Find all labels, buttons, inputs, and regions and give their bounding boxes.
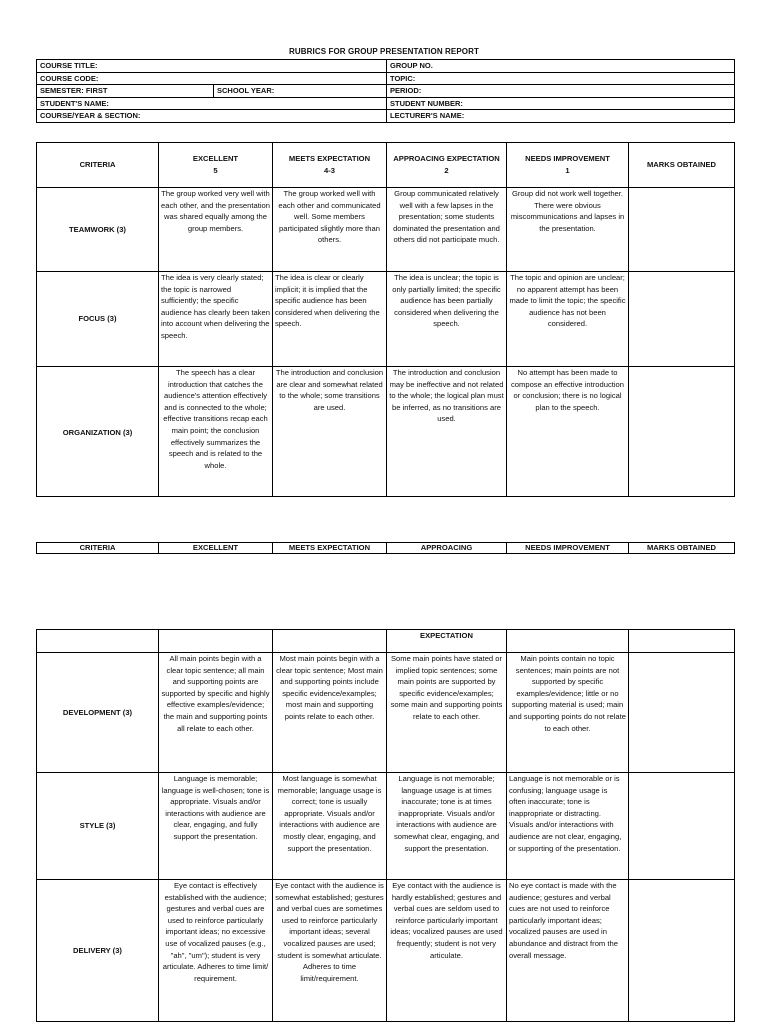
header-excellent-score: 5 (213, 166, 218, 175)
rubric-table-2 (36, 629, 735, 1022)
cell-excellent: Eye contact is effectively established with the audience; gestures and verbal cues are used to reinforce particularly important ideas; no excessive use of vocalized pauses (e.g., "ah", "um"); student is very articulate. Adheres to time limit/ requirement. (159, 880, 273, 1022)
cell-meets: Eye contact with the audience is somewhat established; gestures and verbal cues are sometimes used to reinforce particularly important ideas; several vocalized pauses are used; student is somewhat articulate. Adheres to time limit/requirement. (273, 880, 387, 1022)
header-excellent-label: EXCELLENT (192, 154, 239, 164)
course-code-field[interactable]: COURSE CODE: (37, 72, 387, 85)
cell-meets: The introduction and conclusion are clear and somewhat related to the whole; some transitions are used. (273, 367, 387, 497)
student-number-field[interactable]: STUDENT NUMBER: (387, 97, 735, 110)
header-approaching (387, 143, 507, 188)
header-marks: MARKS OBTAINED (629, 543, 735, 554)
cell-approaching: Eye contact with the audience is hardly established; gestures and verbal cues are seldom used to reinforce particularly important ideas; vocalized pauses are used frequently; student is not very articulate. (387, 880, 507, 1022)
cell-needs: No eye contact is made with the audience; gestures and verbal cues are not used to reinforce particularly important ideas; vocalized pauses are used in abundance and distract from the overall message. (507, 880, 629, 1022)
cell-meets: The idea is clear or clearly implicit; it is implied that the specific audience has been considered when delivering the speech. (273, 272, 387, 367)
school-year-field[interactable]: SCHOOL YEAR: (214, 85, 387, 98)
header-expectation-continued: EXPECTATION (387, 630, 507, 653)
header-criteria: CRITERIA (37, 543, 159, 554)
page-bottom-divider (36, 1021, 734, 1022)
cell-excellent: All main points begin with a clear topic sentence; all main and supporting points are supported by specific and highly effective examples/evidence; the main and supporting points all relate to each other. (159, 653, 273, 773)
marks-cell[interactable] (629, 272, 735, 367)
header-needs-label: NEEDS IMPROVEMENT (525, 154, 610, 164)
cell-needs: No attempt has been made to compose an effective introduction or conclusion; there is no logical plan to the speech. (507, 367, 629, 497)
cell-needs: The topic and opinion are unclear; no apparent attempt has been made to limit the topic; the specific audience has not been considered. (507, 272, 629, 367)
students-name-field[interactable]: STUDENT'S NAME: (37, 97, 387, 110)
header-meets: MEETS EXPECTATION (273, 543, 387, 554)
course-year-section-field[interactable]: COURSE/YEAR & SECTION: (37, 110, 387, 123)
criteria-development: DEVELOPMENT (3) (37, 653, 159, 773)
header-needs-score: 1 (565, 166, 570, 175)
cell-approaching: Some main points have stated or implied topic sentences; some main points are supported by specific evidence/examples; some main and supporting points relate to each other. (387, 653, 507, 773)
course-info-table (36, 59, 735, 123)
cell-meets: The group worked well with each other and communicated well. Some members participated slightly more than others. (273, 188, 387, 272)
header-criteria: CRITERIA (37, 143, 159, 188)
cell-excellent: The speech has a clear introduction that catches the audience's attention effectively and is connected to the whole; effective transitions recap each main point; the conclusion effectively summarizes the speech and is related to the whole. (159, 367, 273, 497)
header-meets-score: 4-3 (324, 166, 335, 175)
marks-cell[interactable] (629, 367, 735, 497)
document-title: RUBRICS FOR GROUP PRESENTATION REPORT (289, 47, 479, 56)
criteria-delivery: DELIVERY (3) (37, 880, 159, 1022)
topic-field[interactable]: TOPIC: (387, 72, 735, 85)
cell-excellent: The group worked very well with each other, and the presentation was shared equally among the group members. (159, 188, 273, 272)
cell-approaching: The idea is unclear; the topic is only partially limited; the specific audience has been partially considered when delivering the speech. (387, 272, 507, 367)
table-row (37, 773, 735, 880)
criteria-style: STYLE (3) (37, 773, 159, 880)
header-approaching: APPROACING (387, 543, 507, 554)
cell-approaching: Language is not memorable; language usage is at times inaccurate; tone is at times inappropriate. Visuals and/or interactions with audience are somewhat clear, engaging, and support the presentation. (387, 773, 507, 880)
header-approaching-label: APPROACING EXPECTATION (393, 154, 500, 164)
cell-needs: Group did not work well together. There were obvious miscommunications and lapses in the presentation. (507, 188, 629, 272)
criteria-organization: ORGANIZATION (3) (37, 367, 159, 497)
cell-needs: Language is not memorable or is confusing; language usage is often inaccurate; tone is inappropriate or distracting. Visuals and/or interactions with audience are not clear, engaging, or supporting of the presentation. (507, 773, 629, 880)
cell-approaching: Group communicated relatively well with a few lapses in the presentation; some students dominated the presentation and others did not participate much. (387, 188, 507, 272)
header-approaching-score: 2 (444, 166, 449, 175)
marks-cell[interactable] (629, 773, 735, 880)
header-excellent (159, 143, 273, 188)
marks-cell[interactable] (629, 880, 735, 1022)
rubric-header-strip (36, 542, 735, 554)
table-row (37, 367, 735, 497)
cell-meets: Most main points begin with a clear topic sentence; Most main and supporting points include specific evidence/examples; most main and supporting points relate to each other. (273, 653, 387, 773)
period-field[interactable]: PERIOD: (387, 85, 735, 98)
course-title-field[interactable]: COURSE TITLE: (37, 60, 387, 73)
table-row (37, 653, 735, 773)
header-meets (273, 143, 387, 188)
group-no-field[interactable]: GROUP NO. (387, 60, 735, 73)
header-meets-label: MEETS EXPECTATION (288, 154, 371, 164)
criteria-teamwork: TEAMWORK (3) (37, 188, 159, 272)
semester-field[interactable]: SEMESTER: FIRST (37, 85, 214, 98)
marks-cell[interactable] (629, 188, 735, 272)
lecturers-name-field[interactable]: LECTURER'S NAME: (387, 110, 735, 123)
cell-approaching: The introduction and conclusion may be ineffective and not related to the whole; the logical plan must be inferred, as no transitions are used. (387, 367, 507, 497)
header-marks: MARKS OBTAINED (629, 143, 735, 188)
table-row (37, 272, 735, 367)
cell-excellent: Language is memorable; language is well-chosen; tone is appropriate. Visuals and/or interactions with audience are clear, engaging, and fully support the presentation. (159, 773, 273, 880)
header-needs: NEEDS IMPROVEMENT (507, 543, 629, 554)
header-needs (507, 143, 629, 188)
cell-meets: Most language is somewhat memorable; language usage is correct; tone is usually appropriate. Visuals and/or interactions with audience are mostly clear, engaging, and support the presentation. (273, 773, 387, 880)
cell-excellent: The idea is very clearly stated; the topic is narrowed sufficiently; the specific audience has clearly been taken into account when delivering the speech. (159, 272, 273, 367)
table-row (37, 188, 735, 272)
cell-needs: Main points contain no topic sentences; main points are not supported by specific examples/evidence; little or no supporting material is used; main and supporting points do not relate to each other. (507, 653, 629, 773)
marks-cell[interactable] (629, 653, 735, 773)
rubric-table-1 (36, 142, 735, 497)
header-excellent: EXCELLENT (159, 543, 273, 554)
table-row (37, 880, 735, 1022)
criteria-focus: FOCUS (3) (37, 272, 159, 367)
